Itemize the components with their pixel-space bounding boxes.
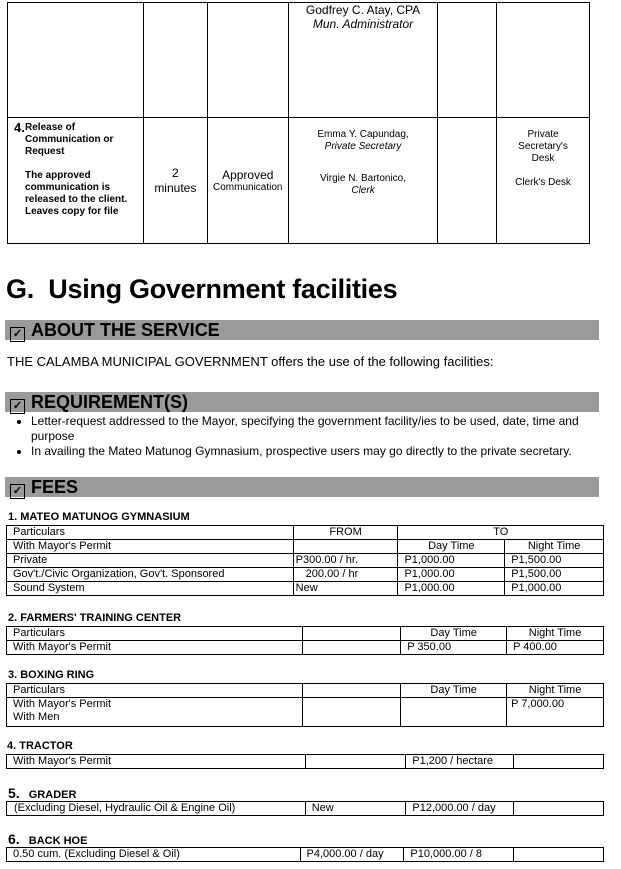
row-label: (Excluding Diesel, Hydraulic Oil & Engine Oil) — [7, 802, 306, 816]
row-label: With Mayor's Permit — [7, 755, 306, 769]
table-row — [7, 684, 604, 698]
table-row — [7, 848, 604, 862]
time-cell — [143, 118, 207, 244]
step-cell — [8, 3, 144, 118]
row-value: P10,000.00 / 8 — [404, 848, 514, 862]
header-particulars: Particulars — [7, 684, 303, 698]
row-from: 200.00 / hr — [293, 568, 398, 582]
cell — [401, 698, 507, 727]
row-label2: With Men — [13, 711, 60, 723]
empty-cell — [438, 118, 497, 244]
fee-line2: Communication — [213, 181, 283, 193]
responsible-title: Mun. Administrator — [312, 17, 414, 31]
step-time: 2 minutes — [154, 165, 197, 195]
cell — [293, 540, 398, 554]
header-day: Day Time — [401, 684, 507, 698]
requirements-list — [6, 414, 621, 459]
tractor-title: 4. TRACTOR — [7, 740, 73, 752]
row-day: P 350.00 — [401, 641, 507, 655]
responsible-cell — [288, 3, 438, 118]
person1-title: Private Secretary — [324, 141, 402, 152]
about-banner — [5, 320, 599, 340]
cell — [303, 698, 401, 727]
row-value: P1,200 / hectare — [406, 755, 514, 769]
row-label1: With Mayor's Permit — [13, 698, 112, 710]
responsible-cell — [288, 118, 438, 244]
fees-banner — [5, 477, 599, 497]
grader-name: GRADER — [28, 789, 77, 801]
requirements-heading: REQUIREMENT(S) — [31, 392, 188, 412]
location2: Clerk's Desk — [515, 177, 571, 188]
table-row — [7, 568, 604, 582]
row-label: With Mayor's Permit — [7, 641, 303, 655]
row-night: P1,500.00 — [505, 554, 604, 568]
step-number: 4. — [14, 120, 25, 135]
cell — [305, 755, 406, 769]
responsible-name: Godfrey C. Atay, CPA — [305, 3, 421, 17]
table-row — [7, 641, 604, 655]
checkbox-icon: ✓ — [10, 399, 25, 414]
time-cell — [143, 3, 207, 118]
backhoe-name: BACK HOE — [28, 835, 88, 847]
gym-title: 1. MATEO MATUNOG GYMNASIUM — [8, 511, 190, 523]
section-title: G. Using Government facilities — [6, 274, 398, 304]
fees-heading: FEES — [31, 477, 79, 497]
cell — [303, 627, 401, 641]
person2-title: Clerk — [351, 185, 375, 196]
row-day: P1,000.00 — [398, 568, 505, 582]
location1: Private Secretary's Desk — [518, 129, 568, 164]
table-row — [8, 3, 590, 118]
row-label: Private — [7, 554, 294, 568]
row-from: P300.00 / hr. — [293, 554, 398, 568]
grader-title — [8, 785, 76, 801]
list-item: • In availing the Mateo Matunog Gymnasium, prospective users may go directly to the private secretary. — [31, 444, 621, 459]
list-item: • Letter-request addressed to the Mayor, specifying the government facility/ies to be used, date, time and purpose — [31, 414, 621, 444]
table-row — [8, 118, 590, 244]
header-night: Night Time — [505, 540, 604, 554]
table-row — [7, 554, 604, 568]
cell — [514, 802, 604, 816]
person2-name: Virgie N. Bartonico, — [320, 173, 407, 184]
table-row — [7, 755, 604, 769]
checkbox-icon: ✓ — [10, 484, 25, 499]
row-label: Gov't./Civic Organization, Gov't. Sponsored — [7, 568, 294, 582]
cell — [514, 755, 604, 769]
ftc-fee-table — [6, 626, 604, 655]
backhoe-fee-table — [6, 847, 604, 862]
requirements-banner — [5, 392, 599, 412]
header-night: Night Time — [507, 627, 604, 641]
table-row — [7, 582, 604, 596]
row-label: 0.50 cum. (Excluding Diesel & Oil) — [7, 848, 301, 862]
cell — [303, 641, 401, 655]
row-day: P1,000.00 — [398, 554, 505, 568]
table-row — [7, 627, 604, 641]
row-night: P 400.00 — [507, 641, 604, 655]
header-to: TO — [398, 526, 604, 540]
cell — [303, 684, 401, 698]
row-night: P 7,000.00 — [507, 698, 604, 727]
row-from: New — [293, 582, 398, 596]
table-row — [7, 802, 604, 816]
row-night: P1,500.00 — [505, 568, 604, 582]
about-text: THE CALAMBA MUNICIPAL GOVERNMENT offers the use of the following facilities: — [7, 354, 494, 369]
row-label — [7, 698, 303, 727]
step-extra: Leaves copy for file — [25, 206, 119, 217]
header-permit: With Mayor's Permit — [7, 540, 294, 554]
fee-line1: Approved — [222, 167, 274, 182]
header-from: FROM — [293, 526, 398, 540]
service-steps-table — [7, 2, 590, 244]
location-cell — [497, 118, 590, 244]
row-from: P4,000.00 / day — [300, 848, 404, 862]
table-row — [7, 540, 604, 554]
header-particulars: Particulars — [7, 526, 294, 540]
backhoe-title — [8, 831, 87, 847]
step-cell — [8, 118, 144, 244]
about-heading: ABOUT THE SERVICE — [31, 320, 220, 340]
table-row — [7, 698, 604, 727]
header-day: Day Time — [398, 540, 505, 554]
boxing-fee-table — [6, 683, 604, 727]
person1-name: Emma Y. Capundag, — [317, 129, 409, 140]
header-night: Night Time — [507, 684, 604, 698]
table-row — [7, 526, 604, 540]
cell — [514, 848, 604, 862]
row-night: P1,000.00 — [505, 582, 604, 596]
header-day: Day Time — [401, 627, 507, 641]
grader-fee-table — [6, 801, 604, 816]
step-title: Release of Communication or Request — [25, 122, 114, 157]
row-label: Sound System — [7, 582, 294, 596]
step-description: The approved communication is released to the client. — [25, 170, 128, 205]
header-particulars: Particulars — [7, 627, 303, 641]
row-day: P1,000.00 — [398, 582, 505, 596]
boxing-title: 3. BOXING RING — [8, 669, 95, 681]
row-value: P12,000.00 / day — [406, 802, 514, 816]
fee-cell — [207, 3, 288, 118]
tractor-fee-table — [6, 754, 604, 769]
row-from: New — [305, 802, 406, 816]
checkbox-icon: ✓ — [10, 327, 25, 342]
backhoe-number: 6. — [8, 831, 20, 847]
grader-number: 5. — [8, 785, 20, 801]
location-cell — [497, 3, 590, 118]
fee-cell — [207, 118, 288, 244]
ftc-title: 2. FARMERS' TRAINING CENTER — [8, 612, 182, 624]
empty-cell — [438, 3, 497, 118]
gym-fee-table — [6, 525, 604, 596]
